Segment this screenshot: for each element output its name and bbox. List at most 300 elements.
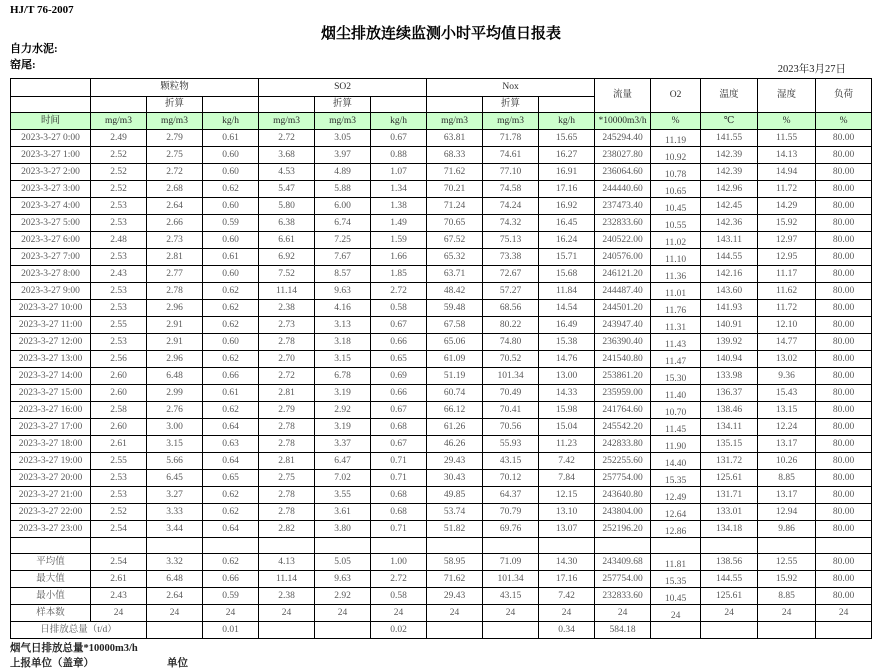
value-cell: 68.56 bbox=[483, 300, 539, 317]
value-cell: 0.66 bbox=[371, 334, 427, 351]
value-cell: 3.15 bbox=[147, 436, 203, 453]
value-cell: 138.46 bbox=[701, 402, 758, 419]
value-cell: 14.40 bbox=[651, 453, 701, 470]
daily-total-value-cell: 0.34 bbox=[539, 622, 595, 639]
data-row bbox=[11, 521, 872, 538]
unit-label: 单位 bbox=[167, 658, 188, 669]
daily-total-row bbox=[11, 622, 872, 639]
summary-value-cell: 2.43 bbox=[91, 588, 147, 605]
empty-cell bbox=[315, 538, 371, 554]
unit-mg: mg/m3 bbox=[427, 113, 483, 130]
value-cell: 63.81 bbox=[427, 130, 483, 147]
time-cell: 2023-3-27 12:00 bbox=[11, 334, 91, 351]
value-cell: 2.78 bbox=[259, 504, 315, 521]
value-cell: 11.72 bbox=[758, 300, 816, 317]
value-cell: 1.34 bbox=[371, 181, 427, 198]
value-cell: 142.45 bbox=[701, 198, 758, 215]
summary-value-cell: 71.09 bbox=[483, 554, 539, 571]
value-cell: 11.84 bbox=[539, 283, 595, 300]
summary-value-cell: 2.64 bbox=[147, 588, 203, 605]
value-cell: 236390.40 bbox=[595, 334, 651, 351]
value-cell: 80.00 bbox=[816, 368, 872, 385]
value-cell: 0.68 bbox=[371, 487, 427, 504]
value-cell: 60.74 bbox=[427, 385, 483, 402]
summary-label-cell: 最小值 bbox=[11, 588, 91, 605]
time-cell: 2023-3-27 11:00 bbox=[11, 317, 91, 334]
value-cell: 0.61 bbox=[203, 385, 259, 402]
value-cell: 11.17 bbox=[758, 266, 816, 283]
summary-value-cell: 0.59 bbox=[203, 588, 259, 605]
value-cell: 6.45 bbox=[147, 470, 203, 487]
value-cell: 134.18 bbox=[701, 521, 758, 538]
value-cell: 240522.00 bbox=[595, 232, 651, 249]
value-cell: 2.54 bbox=[91, 521, 147, 538]
value-cell: 71.78 bbox=[483, 130, 539, 147]
time-cell: 2023-3-27 18:00 bbox=[11, 436, 91, 453]
value-cell: 15.65 bbox=[539, 130, 595, 147]
data-row bbox=[11, 249, 872, 266]
value-cell: 12.10 bbox=[758, 317, 816, 334]
time-cell: 2023-3-27 0:00 bbox=[11, 130, 91, 147]
value-cell: 133.98 bbox=[701, 368, 758, 385]
value-cell: 6.47 bbox=[315, 453, 371, 470]
value-cell: 80.00 bbox=[816, 130, 872, 147]
value-cell: 134.11 bbox=[701, 419, 758, 436]
data-row bbox=[11, 419, 872, 436]
value-cell: 11.47 bbox=[651, 351, 701, 368]
summary-value-cell: 24 bbox=[315, 605, 371, 622]
time-cell: 2023-3-27 17:00 bbox=[11, 419, 91, 436]
daily-total-value-cell bbox=[816, 622, 872, 639]
value-cell: 2.96 bbox=[147, 300, 203, 317]
value-cell: 80.00 bbox=[816, 521, 872, 538]
value-cell: 2.49 bbox=[91, 130, 147, 147]
value-cell: 16.49 bbox=[539, 317, 595, 334]
value-cell: 49.85 bbox=[427, 487, 483, 504]
value-cell: 10.55 bbox=[651, 215, 701, 232]
value-cell: 16.24 bbox=[539, 232, 595, 249]
value-cell: 252255.60 bbox=[595, 453, 651, 470]
summary-value-cell: 10.45 bbox=[651, 588, 701, 605]
report-date: 2023年3月27日 bbox=[777, 64, 846, 75]
unit-kgh: kg/h bbox=[539, 113, 595, 130]
value-cell: 0.64 bbox=[203, 521, 259, 538]
value-cell: 244440.60 bbox=[595, 181, 651, 198]
time-cell: 2023-3-27 8:00 bbox=[11, 266, 91, 283]
value-cell: 11.10 bbox=[651, 249, 701, 266]
value-cell: 242833.80 bbox=[595, 436, 651, 453]
value-cell: 2.79 bbox=[259, 402, 315, 419]
value-cell: 3.33 bbox=[147, 504, 203, 521]
value-cell: 2.61 bbox=[91, 436, 147, 453]
value-cell: 3.19 bbox=[315, 419, 371, 436]
value-cell: 143.60 bbox=[701, 283, 758, 300]
empty-cell bbox=[539, 538, 595, 554]
time-cell: 2023-3-27 2:00 bbox=[11, 164, 91, 181]
time-cell: 2023-3-27 10:00 bbox=[11, 300, 91, 317]
summary-value-cell: 24 bbox=[701, 605, 758, 622]
empty-cell bbox=[91, 538, 147, 554]
value-cell: 51.82 bbox=[427, 521, 483, 538]
value-cell: 15.43 bbox=[758, 385, 816, 402]
time-cell: 2023-3-27 6:00 bbox=[11, 232, 91, 249]
value-cell: 57.27 bbox=[483, 283, 539, 300]
data-row bbox=[11, 351, 872, 368]
value-cell: 0.62 bbox=[203, 283, 259, 300]
blank-cell bbox=[371, 97, 427, 113]
value-cell: 0.59 bbox=[203, 215, 259, 232]
value-cell: 141.93 bbox=[701, 300, 758, 317]
daily-total-value-cell bbox=[651, 622, 701, 639]
summary-value-cell: 2.72 bbox=[371, 571, 427, 588]
time-cell: 2023-3-27 22:00 bbox=[11, 504, 91, 521]
value-cell: 2.78 bbox=[259, 487, 315, 504]
value-cell: 61.26 bbox=[427, 419, 483, 436]
value-cell: 244501.20 bbox=[595, 300, 651, 317]
value-cell: 2.77 bbox=[147, 266, 203, 283]
value-cell: 13.02 bbox=[758, 351, 816, 368]
value-cell: 2.66 bbox=[147, 215, 203, 232]
value-cell: 0.65 bbox=[203, 470, 259, 487]
value-cell: 2.78 bbox=[259, 419, 315, 436]
value-cell: 2.60 bbox=[91, 368, 147, 385]
so2-converted-label: 折算 bbox=[315, 97, 371, 113]
summary-value-cell: 5.05 bbox=[315, 554, 371, 571]
daily-total-value-cell bbox=[427, 622, 483, 639]
value-cell: 0.60 bbox=[203, 164, 259, 181]
company-name: 自力水泥: bbox=[10, 43, 58, 55]
value-cell: 2.52 bbox=[91, 181, 147, 198]
summary-row bbox=[11, 605, 872, 622]
value-cell: 11.62 bbox=[758, 283, 816, 300]
summary-value-cell: 7.42 bbox=[539, 588, 595, 605]
summary-value-cell: 2.38 bbox=[259, 588, 315, 605]
monitoring-site: 窑尾: bbox=[10, 59, 36, 71]
data-row bbox=[11, 436, 872, 453]
value-cell: 11.36 bbox=[651, 266, 701, 283]
value-cell: 3.13 bbox=[315, 317, 371, 334]
value-cell: 71.24 bbox=[427, 198, 483, 215]
value-cell: 46.26 bbox=[427, 436, 483, 453]
data-row bbox=[11, 266, 872, 283]
empty-cell bbox=[259, 538, 315, 554]
value-cell: 74.32 bbox=[483, 215, 539, 232]
value-cell: 14.54 bbox=[539, 300, 595, 317]
summary-value-cell: 9.63 bbox=[315, 571, 371, 588]
empty-cell bbox=[371, 538, 427, 554]
value-cell: 59.48 bbox=[427, 300, 483, 317]
summary-value-cell: 2.92 bbox=[315, 588, 371, 605]
value-cell: 2.53 bbox=[91, 283, 147, 300]
value-cell: 11.02 bbox=[651, 232, 701, 249]
value-cell: 131.71 bbox=[701, 487, 758, 504]
value-cell: 13.17 bbox=[758, 436, 816, 453]
time-cell: 2023-3-27 3:00 bbox=[11, 181, 91, 198]
time-cell: 2023-3-27 20:00 bbox=[11, 470, 91, 487]
value-cell: 0.67 bbox=[371, 436, 427, 453]
value-cell: 0.67 bbox=[371, 130, 427, 147]
summary-value-cell: 1.00 bbox=[371, 554, 427, 571]
data-row bbox=[11, 368, 872, 385]
summary-value-cell: 15.92 bbox=[758, 571, 816, 588]
unit-mg: mg/m3 bbox=[147, 113, 203, 130]
standard-number: HJ/T 76-2007 bbox=[10, 4, 74, 16]
unit-mg: mg/m3 bbox=[259, 113, 315, 130]
summary-value-cell: 24 bbox=[91, 605, 147, 622]
value-cell: 0.63 bbox=[203, 436, 259, 453]
value-cell: 80.00 bbox=[816, 334, 872, 351]
value-cell: 11.14 bbox=[259, 283, 315, 300]
value-cell: 2.72 bbox=[147, 164, 203, 181]
summary-value-cell: 6.48 bbox=[147, 571, 203, 588]
data-row bbox=[11, 487, 872, 504]
value-cell: 2.92 bbox=[315, 402, 371, 419]
blank-cell bbox=[259, 97, 315, 113]
time-cell: 2023-3-27 23:00 bbox=[11, 521, 91, 538]
value-cell: 1.49 bbox=[371, 215, 427, 232]
value-cell: 75.13 bbox=[483, 232, 539, 249]
value-cell: 2.70 bbox=[259, 351, 315, 368]
value-cell: 80.00 bbox=[816, 436, 872, 453]
value-cell: 11.43 bbox=[651, 334, 701, 351]
unit-mg: mg/m3 bbox=[483, 113, 539, 130]
value-cell: 80.00 bbox=[816, 232, 872, 249]
value-cell: 80.00 bbox=[816, 470, 872, 487]
empty-cell bbox=[595, 538, 651, 554]
value-cell: 131.72 bbox=[701, 453, 758, 470]
value-cell: 0.88 bbox=[371, 147, 427, 164]
value-cell: 73.38 bbox=[483, 249, 539, 266]
value-cell: 8.57 bbox=[315, 266, 371, 283]
value-cell: 10.65 bbox=[651, 181, 701, 198]
value-cell: 29.43 bbox=[427, 453, 483, 470]
value-cell: 11.90 bbox=[651, 436, 701, 453]
summary-value-cell: 243409.68 bbox=[595, 554, 651, 571]
value-cell: 7.84 bbox=[539, 470, 595, 487]
blank-cell bbox=[427, 97, 483, 113]
value-cell: 80.00 bbox=[816, 317, 872, 334]
summary-value-cell: 15.35 bbox=[651, 571, 701, 588]
value-cell: 238027.80 bbox=[595, 147, 651, 164]
value-cell: 70.79 bbox=[483, 504, 539, 521]
value-cell: 51.19 bbox=[427, 368, 483, 385]
daily-total-value-cell bbox=[483, 622, 539, 639]
value-cell: 80.00 bbox=[816, 453, 872, 470]
value-cell: 11.55 bbox=[758, 130, 816, 147]
value-cell: 7.25 bbox=[315, 232, 371, 249]
value-cell: 11.76 bbox=[651, 300, 701, 317]
value-cell: 80.00 bbox=[816, 402, 872, 419]
value-cell: 2.53 bbox=[91, 215, 147, 232]
value-cell: 80.00 bbox=[816, 198, 872, 215]
unit-percent: % bbox=[816, 113, 872, 130]
value-cell: 0.68 bbox=[371, 504, 427, 521]
group-header-row bbox=[11, 79, 872, 97]
summary-value-cell: 71.62 bbox=[427, 571, 483, 588]
blank-row bbox=[11, 538, 872, 554]
value-cell: 9.63 bbox=[315, 283, 371, 300]
value-cell: 12.94 bbox=[758, 504, 816, 521]
value-cell: 2.91 bbox=[147, 317, 203, 334]
value-cell: 0.62 bbox=[203, 402, 259, 419]
value-cell: 70.56 bbox=[483, 419, 539, 436]
value-cell: 5.47 bbox=[259, 181, 315, 198]
report-table-header bbox=[11, 79, 872, 130]
value-cell: 7.67 bbox=[315, 249, 371, 266]
value-cell: 15.68 bbox=[539, 266, 595, 283]
value-cell: 10.45 bbox=[651, 198, 701, 215]
value-cell: 244487.40 bbox=[595, 283, 651, 300]
data-row bbox=[11, 385, 872, 402]
value-cell: 142.39 bbox=[701, 164, 758, 181]
summary-value-cell: 2.54 bbox=[91, 554, 147, 571]
summary-value-cell: 125.61 bbox=[701, 588, 758, 605]
summary-value-cell: 80.00 bbox=[816, 554, 872, 571]
value-cell: 9.86 bbox=[758, 521, 816, 538]
value-cell: 136.37 bbox=[701, 385, 758, 402]
group-so2: SO2 bbox=[259, 79, 427, 97]
value-cell: 74.80 bbox=[483, 334, 539, 351]
group-flow: 流量 bbox=[595, 79, 651, 113]
value-cell: 135.15 bbox=[701, 436, 758, 453]
group-temp: 温度 bbox=[701, 79, 758, 113]
value-cell: 4.16 bbox=[315, 300, 371, 317]
value-cell: 133.01 bbox=[701, 504, 758, 521]
value-cell: 252196.20 bbox=[595, 521, 651, 538]
value-cell: 17.16 bbox=[539, 181, 595, 198]
value-cell: 4.89 bbox=[315, 164, 371, 181]
value-cell: 0.60 bbox=[203, 198, 259, 215]
value-cell: 11.19 bbox=[651, 130, 701, 147]
value-cell: 67.52 bbox=[427, 232, 483, 249]
value-cell: 9.36 bbox=[758, 368, 816, 385]
value-cell: 10.26 bbox=[758, 453, 816, 470]
value-cell: 2.78 bbox=[259, 436, 315, 453]
value-cell: 0.67 bbox=[371, 402, 427, 419]
time-cell: 2023-3-27 4:00 bbox=[11, 198, 91, 215]
value-cell: 2.38 bbox=[259, 300, 315, 317]
summary-value-cell: 2.61 bbox=[91, 571, 147, 588]
value-cell: 11.72 bbox=[758, 181, 816, 198]
value-cell: 245542.20 bbox=[595, 419, 651, 436]
flow-total-note: 烟气日排放总量*10000m3/h bbox=[10, 643, 138, 654]
value-cell: 80.00 bbox=[816, 487, 872, 504]
data-row bbox=[11, 504, 872, 521]
daily-total-value-cell: 584.18 bbox=[595, 622, 651, 639]
summary-value-cell: 58.95 bbox=[427, 554, 483, 571]
value-cell: 80.00 bbox=[816, 215, 872, 232]
unit-percent: % bbox=[758, 113, 816, 130]
empty-cell bbox=[483, 538, 539, 554]
summary-value-cell: 43.15 bbox=[483, 588, 539, 605]
summary-value-cell: 24 bbox=[539, 605, 595, 622]
time-cell: 2023-3-27 5:00 bbox=[11, 215, 91, 232]
summary-value-cell: 3.32 bbox=[147, 554, 203, 571]
summary-value-cell: 80.00 bbox=[816, 588, 872, 605]
value-cell: 67.58 bbox=[427, 317, 483, 334]
value-cell: 243640.80 bbox=[595, 487, 651, 504]
summary-value-cell: 0.62 bbox=[203, 554, 259, 571]
data-row bbox=[11, 334, 872, 351]
value-cell: 142.39 bbox=[701, 147, 758, 164]
value-cell: 16.27 bbox=[539, 147, 595, 164]
summary-value-cell: 24 bbox=[816, 605, 872, 622]
value-cell: 11.45 bbox=[651, 419, 701, 436]
value-cell: 241764.60 bbox=[595, 402, 651, 419]
value-cell: 237473.40 bbox=[595, 198, 651, 215]
value-cell: 12.97 bbox=[758, 232, 816, 249]
summary-value-cell: 12.55 bbox=[758, 554, 816, 571]
value-cell: 3.27 bbox=[147, 487, 203, 504]
value-cell: 2.79 bbox=[147, 130, 203, 147]
value-cell: 6.74 bbox=[315, 215, 371, 232]
value-cell: 80.00 bbox=[816, 249, 872, 266]
value-cell: 142.36 bbox=[701, 215, 758, 232]
value-cell: 12.86 bbox=[651, 521, 701, 538]
value-cell: 6.92 bbox=[259, 249, 315, 266]
value-cell: 80.00 bbox=[816, 419, 872, 436]
value-cell: 2.52 bbox=[91, 504, 147, 521]
value-cell: 80.00 bbox=[816, 266, 872, 283]
empty-cell bbox=[11, 538, 91, 554]
data-row bbox=[11, 470, 872, 487]
unit-percent: % bbox=[651, 113, 701, 130]
data-row bbox=[11, 453, 872, 470]
value-cell: 13.10 bbox=[539, 504, 595, 521]
value-cell: 257754.00 bbox=[595, 470, 651, 487]
value-cell: 240576.00 bbox=[595, 249, 651, 266]
value-cell: 14.29 bbox=[758, 198, 816, 215]
value-cell: 15.92 bbox=[758, 215, 816, 232]
summary-row bbox=[11, 554, 872, 571]
value-cell: 74.61 bbox=[483, 147, 539, 164]
value-cell: 0.68 bbox=[371, 419, 427, 436]
value-cell: 2.53 bbox=[91, 334, 147, 351]
value-cell: 12.95 bbox=[758, 249, 816, 266]
value-cell: 0.60 bbox=[203, 232, 259, 249]
daily-total-value-cell bbox=[701, 622, 758, 639]
value-cell: 14.94 bbox=[758, 164, 816, 181]
value-cell: 2.81 bbox=[147, 249, 203, 266]
value-cell: 0.62 bbox=[203, 487, 259, 504]
value-cell: 243947.40 bbox=[595, 317, 651, 334]
value-cell: 0.66 bbox=[371, 385, 427, 402]
value-cell: 70.65 bbox=[427, 215, 483, 232]
summary-value-cell: 0.58 bbox=[371, 588, 427, 605]
value-cell: 2.99 bbox=[147, 385, 203, 402]
value-cell: 3.61 bbox=[315, 504, 371, 521]
data-row bbox=[11, 130, 872, 147]
empty-cell bbox=[701, 538, 758, 554]
summary-label-cell: 最大值 bbox=[11, 571, 91, 588]
value-cell: 0.58 bbox=[371, 300, 427, 317]
time-cell: 2023-3-27 16:00 bbox=[11, 402, 91, 419]
empty-cell bbox=[147, 538, 203, 554]
value-cell: 2.64 bbox=[147, 198, 203, 215]
value-cell: 14.13 bbox=[758, 147, 816, 164]
value-cell: 2.73 bbox=[259, 317, 315, 334]
value-cell: 15.38 bbox=[539, 334, 595, 351]
summary-value-cell: 24 bbox=[483, 605, 539, 622]
time-cell: 2023-3-27 14:00 bbox=[11, 368, 91, 385]
summary-value-cell: 80.00 bbox=[816, 571, 872, 588]
value-cell: 16.92 bbox=[539, 198, 595, 215]
summary-value-cell: 17.16 bbox=[539, 571, 595, 588]
value-cell: 70.52 bbox=[483, 351, 539, 368]
summary-value-cell: 24 bbox=[595, 605, 651, 622]
value-cell: 65.32 bbox=[427, 249, 483, 266]
value-cell: 80.00 bbox=[816, 385, 872, 402]
